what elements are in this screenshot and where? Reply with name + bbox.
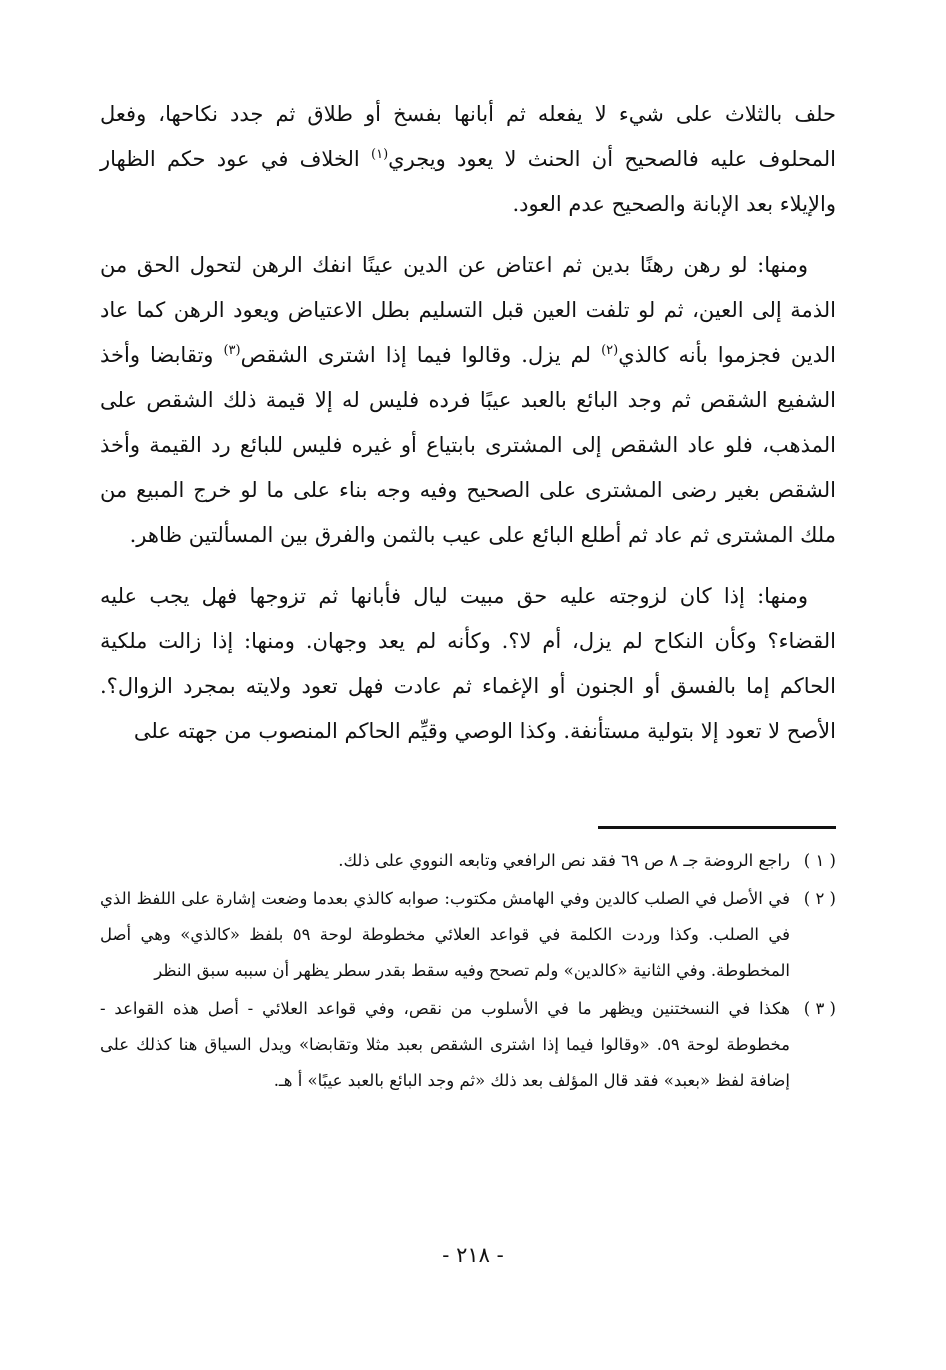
footnote-ref-3: (٣) <box>223 343 241 358</box>
footnote-1 <box>100 843 836 879</box>
footnote-1-text: راجع الروضة جـ ٨ ص ٦٩ فقد نص الرافعي وتابعه النووي على ذلك. <box>338 851 790 870</box>
footnote-2-number: ( ٢ ) <box>803 889 836 908</box>
footnotes <box>100 843 836 1101</box>
paragraph-1-text-b: الخلاف في عود حكم الظهار والإيلاء بعد الإبانة والصحيح عدم العود. <box>100 147 836 216</box>
paragraph-3 <box>100 574 836 754</box>
paragraph-2-text-c: وتقابضا وأخذ الشفيع الشقص ثم وجد البائع بالعبد عيبًا فرده فليس له إلا قيمة ذلك الشقص على المذهب، فلو عاد الشقص إلى المشترى بابتياع أو غيره فليس للبائع رد القيمة وأخذ الشقص بغير رضى المشترى على الصحيح وفيه وجه بناء على ما لو خرج المبيع من ملك المشترى ثم عاد ثم أطلع البائع على عيب بالثمن والفرق بين المسألتين ظاهر. <box>100 343 836 547</box>
paragraph-2-text-a: ومنها: لو رهن رهنًا بدين ثم اعتاض عن الدين عينًا انفك الرهن لتحول الحق من الذمة إلى العين، ثم لو تلفت العين قبل التسليم بطل الاعتياض ويعود الرهن كما عاد الدين فجزموا بأنه كالذي <box>100 253 837 367</box>
paragraph-1 <box>100 92 836 227</box>
footnote-3-text: هكذا في النسختنين ويظهر ما في الأسلوب من نقص، وفي قواعد العلائي - أصل هذه القواعد - مخطوطة لوحة ٥٩. «وقالوا فيما إذا اشترى الشقص بعبد مثلا وتقابضا» ويدل السياق هنا كذلك على إضافة لفظ «بعبد» فقد قال المؤلف بعد ذلك «ثم وجد البائع بالعبد عيبًا» أ هـ. <box>100 999 790 1090</box>
footnote-2 <box>100 881 836 989</box>
paragraph-3-text: ومنها: إذا كان لزوجته عليه حق مبيت ليال فأبانها ثم تزوجها فهل يجب عليه القضاء؟ وكأن النكاح لم يزل، أم لا؟. وكأنه لم يعد وجهان. ومنها: إذا زالت ملكية الحاكم إما بالفسق أو الجنون أو الإغماء ثم عادت فهل تعود ولايته بمجرد الزوال؟. الأصح لا تعود إلا بتولية مستأنفة. وكذا الوصي وقيِّم الحاكم المنصوب من جهته على <box>100 584 836 743</box>
main-text <box>100 92 836 754</box>
footnote-1-number: ( ١ ) <box>803 851 836 870</box>
footnote-ref-2: (٢) <box>601 343 619 358</box>
paragraph-2-text-b: لم يزل. وقالوا فيما إذا اشترى الشقص <box>240 343 602 367</box>
footnote-3 <box>100 991 836 1099</box>
page-number: - ٢١٨ - <box>442 1243 504 1267</box>
paragraph-2 <box>100 243 836 558</box>
footnote-3-number: ( ٣ ) <box>803 999 836 1018</box>
paragraph-1-text-a: حلف بالثلاث على شيء لا يفعله ثم أبانها بفسخ أو طلاق ثم جدد نكاحها، وفعل المحلوف عليه فالصحيح أن الحنث لا يعود ويجري <box>100 102 836 171</box>
footnote-separator <box>598 826 836 829</box>
footnote-ref-1: (١) <box>371 147 389 162</box>
footnote-2-text: في الأصل في الصلب كالدين وفي الهامش مكتوب: صوابه كالذي بعدما وضعت إشارة على اللفظ الذي في الصلب. وكذا وردت الكلمة في قواعد العلائي مخطوطة لوحة ٥٩ بلفظ «كالذي» وهي أصل المخطوطة. وفي الثانية «كالدين» ولم تصحح وفيه سقط بقدر سطر يظهر أن سببه سبق النظر <box>100 889 791 980</box>
